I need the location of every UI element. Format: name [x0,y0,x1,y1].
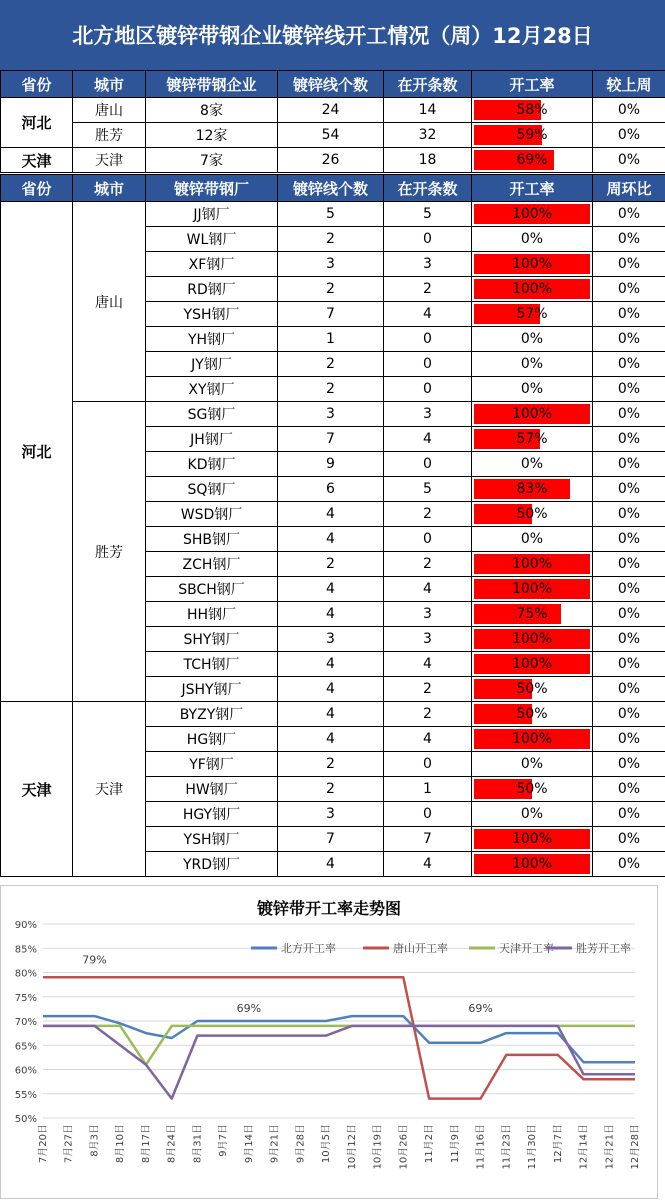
lines-cell: 4 [278,502,384,527]
lines-cell: 2 [278,752,384,777]
mill-name-cell: YSH钢厂 [146,827,278,852]
open-cell: 3 [384,252,472,277]
change-cell: 0% [593,302,665,327]
rate-cell [472,652,593,677]
rate-label: 100% [512,731,552,747]
change-cell: 0% [593,352,665,377]
header-cell: 城市 [73,71,146,98]
enterprise-cell: 8家 [146,98,278,123]
summary-table [0,70,665,173]
x-tick-label: 9月21日 [269,1124,281,1163]
y-tick-label: 55% [15,1090,37,1101]
rate-cell [472,123,593,148]
rate-label: 100% [512,206,552,222]
lines-cell: 26 [278,148,384,173]
data-label: 79% [82,953,106,966]
lines-cell: 2 [278,377,384,402]
x-tick-label: 10月12日 [346,1124,358,1169]
change-cell: 0% [593,148,665,173]
mill-name-cell: XF钢厂 [146,252,278,277]
x-tick-label: 11月16日 [475,1124,487,1169]
lines-cell: 3 [278,252,384,277]
enterprise-cell: 7家 [146,148,278,173]
change-cell: 0% [593,627,665,652]
mill-name-cell: XY钢厂 [146,377,278,402]
change-cell: 0% [593,377,665,402]
rate-label: 0% [521,331,543,347]
open-cell: 0 [384,527,472,552]
rate-cell [472,727,593,752]
city-cell: 胜芳 [73,123,146,148]
y-tick-label: 80% [15,969,37,980]
summary-row [1,98,665,123]
change-cell: 0% [593,752,665,777]
rate-cell [472,327,593,352]
rate-label: 0% [521,231,543,247]
summary-row [1,123,665,148]
rate-cell [472,552,593,577]
change-cell: 0% [593,252,665,277]
mill-name-cell: JJ钢厂 [146,202,278,227]
mill-name-cell: SQ钢厂 [146,477,278,502]
mill-name-cell: ZCH钢厂 [146,552,278,577]
mill-row [1,202,665,227]
change-cell: 0% [593,452,665,477]
change-cell: 0% [593,802,665,827]
open-cell: 4 [384,727,472,752]
rate-label: 100% [512,831,552,847]
header-cell: 省份 [1,71,73,98]
rate-cell [472,352,593,377]
open-cell: 4 [384,302,472,327]
open-cell: 0 [384,377,472,402]
open-cell: 3 [384,627,472,652]
mill-name-cell: SHB钢厂 [146,527,278,552]
rate-cell [472,602,593,627]
y-tick-label: 60% [15,1066,37,1077]
mill-name-cell: HW钢厂 [146,777,278,802]
rate-label: 100% [512,406,552,422]
rate-label: 100% [512,556,552,572]
rate-label: 50% [516,506,547,522]
lines-cell: 24 [278,98,384,123]
x-tick-label: 8月24日 [166,1124,178,1163]
rate-label: 0% [521,756,543,772]
x-tick-label: 11月30日 [526,1124,538,1169]
change-cell: 0% [593,477,665,502]
rate-cell [472,852,593,877]
x-tick-label: 9月14日 [243,1124,255,1163]
x-tick-label: 8月31日 [191,1124,203,1163]
lines-cell: 4 [278,852,384,877]
lines-cell: 4 [278,577,384,602]
mill-name-cell: TCH钢厂 [146,652,278,677]
rate-cell [472,827,593,852]
rate-cell [472,98,593,123]
mill-name-cell: SBCH钢厂 [146,577,278,602]
mill-name-cell: BYZY钢厂 [146,702,278,727]
lines-cell: 6 [278,477,384,502]
lines-cell: 3 [278,402,384,427]
rate-label: 100% [512,281,552,297]
rate-cell [472,802,593,827]
mill-name-cell: JH钢厂 [146,427,278,452]
lines-cell: 7 [278,827,384,852]
change-cell: 0% [593,327,665,352]
rate-label: 58% [516,102,547,118]
rate-cell [472,577,593,602]
rate-cell [472,477,593,502]
province-cell: 天津 [1,702,73,877]
mill-name-cell: HH钢厂 [146,602,278,627]
rate-label: 69% [516,152,547,168]
mill-name-cell: YH钢厂 [146,327,278,352]
x-tick-label: 9月28日 [294,1124,306,1163]
header-cell: 镀锌线个数 [278,71,384,98]
change-cell: 0% [593,227,665,252]
x-tick-label: 11月9日 [449,1124,461,1163]
open-cell: 0 [384,452,472,477]
header-cell: 镀锌线个数 [278,175,384,202]
lines-cell: 5 [278,202,384,227]
mill-name-cell: YRD钢厂 [146,852,278,877]
x-tick-label: 10月19日 [372,1124,384,1169]
rate-cell [472,302,593,327]
mill-row [1,702,665,727]
detail-table [0,174,665,877]
change-cell: 0% [593,202,665,227]
rate-cell [472,752,593,777]
open-cell: 4 [384,852,472,877]
lines-cell: 7 [278,427,384,452]
x-tick-label: 8月10日 [114,1124,126,1163]
open-cell: 0 [384,352,472,377]
rate-cell [472,527,593,552]
rate-cell [472,777,593,802]
province-cell: 河北 [1,202,73,702]
open-cell: 18 [384,148,472,173]
change-cell: 0% [593,777,665,802]
rate-label: 50% [516,781,547,797]
lines-cell: 4 [278,702,384,727]
rate-cell [472,502,593,527]
rate-label: 50% [516,681,547,697]
x-tick-label: 10月26日 [397,1124,409,1169]
change-cell: 0% [593,852,665,877]
legend-label: 北方开工率 [281,941,336,955]
change-cell: 0% [593,402,665,427]
change-cell: 0% [593,502,665,527]
rate-cell [472,148,593,173]
x-tick-label: 12月14日 [578,1124,590,1169]
lines-cell: 2 [278,227,384,252]
header-cell: 周环比 [593,175,665,202]
y-tick-label: 50% [15,1114,37,1125]
header-cell: 较上周 [593,71,665,98]
mill-name-cell: JSHY钢厂 [146,677,278,702]
summary-header-row [1,71,665,98]
mill-name-cell: JY钢厂 [146,352,278,377]
open-cell: 32 [384,123,472,148]
mill-name-cell: WSD钢厂 [146,502,278,527]
rate-label: 57% [516,431,547,447]
lines-cell: 4 [278,602,384,627]
lines-cell: 54 [278,123,384,148]
open-cell: 2 [384,502,472,527]
mill-name-cell: SG钢厂 [146,402,278,427]
y-tick-label: 75% [15,993,37,1004]
open-cell: 2 [384,677,472,702]
open-cell: 3 [384,602,472,627]
rate-cell [472,277,593,302]
header-cell: 在开条数 [384,71,472,98]
city-cell: 胜芳 [73,402,146,702]
header-cell: 省份 [1,175,73,202]
header-cell: 在开条数 [384,175,472,202]
city-cell: 唐山 [73,98,146,123]
data-label: 69% [237,1002,261,1015]
x-tick-label: 7月27日 [63,1124,75,1163]
x-tick-label: 8月3日 [88,1124,100,1157]
open-cell: 0 [384,802,472,827]
lines-cell: 7 [278,302,384,327]
y-tick-label: 65% [15,1041,37,1052]
trend-chart-svg [1,886,657,1198]
change-cell: 0% [593,427,665,452]
open-cell: 0 [384,227,472,252]
series-line-1 [43,977,635,1098]
open-cell: 7 [384,827,472,852]
rate-cell [472,202,593,227]
change-cell: 0% [593,702,665,727]
open-cell: 4 [384,577,472,602]
y-tick-label: 70% [15,1017,37,1028]
mill-name-cell: YF钢厂 [146,752,278,777]
rate-label: 0% [521,356,543,372]
header-cell: 城市 [73,175,146,202]
detail-header-row [1,175,665,202]
change-cell: 0% [593,677,665,702]
lines-cell: 1 [278,327,384,352]
chart-title: 镀锌带开工率走势图 [257,899,401,918]
open-cell: 2 [384,702,472,727]
x-tick-label: 12月28日 [629,1124,641,1169]
rate-cell [472,452,593,477]
rate-cell [472,627,593,652]
change-cell: 0% [593,98,665,123]
header-cell: 镀锌带钢企业 [146,71,278,98]
y-tick-label: 85% [15,944,37,955]
legend-label: 天津开工率 [499,941,554,955]
rate-label: 100% [512,581,552,597]
change-cell: 0% [593,827,665,852]
x-tick-label: 11月2日 [423,1124,435,1163]
mill-name-cell: SHY钢厂 [146,627,278,652]
mill-name-cell: HG钢厂 [146,727,278,752]
mill-name-cell: YSH钢厂 [146,302,278,327]
x-tick-label: 12月21日 [603,1124,615,1169]
lines-cell: 2 [278,352,384,377]
city-cell: 天津 [73,702,146,877]
change-cell: 0% [593,123,665,148]
x-tick-label: 7月20日 [37,1124,49,1163]
change-cell: 0% [593,577,665,602]
lines-cell: 3 [278,627,384,652]
change-cell: 0% [593,277,665,302]
rate-label: 0% [521,456,543,472]
open-cell: 0 [384,327,472,352]
rate-cell [472,227,593,252]
data-label: 69% [468,1002,492,1015]
open-cell: 3 [384,402,472,427]
rate-label: 100% [512,656,552,672]
trend-chart [0,885,658,1199]
open-cell: 5 [384,477,472,502]
lines-cell: 4 [278,527,384,552]
change-cell: 0% [593,602,665,627]
mill-row [1,402,665,427]
province-cell: 天津 [1,148,73,173]
lines-cell: 2 [278,777,384,802]
rate-cell [472,252,593,277]
rate-label: 50% [516,706,547,722]
rate-label: 83% [516,481,547,497]
open-cell: 1 [384,777,472,802]
mill-name-cell: RD钢厂 [146,277,278,302]
change-cell: 0% [593,727,665,752]
x-tick-label: 11月23日 [500,1124,512,1169]
rate-cell [472,402,593,427]
rate-label: 100% [512,256,552,272]
x-tick-label: 9月7日 [217,1124,229,1157]
change-cell: 0% [593,552,665,577]
mill-name-cell: HGY钢厂 [146,802,278,827]
open-cell: 5 [384,202,472,227]
lines-cell: 2 [278,552,384,577]
rate-label: 75% [516,606,547,622]
change-cell: 0% [593,527,665,552]
header-cell: 镀锌带钢厂 [146,175,278,202]
rate-cell [472,377,593,402]
open-cell: 2 [384,552,472,577]
city-cell: 天津 [73,148,146,173]
open-cell: 4 [384,652,472,677]
rate-cell [472,427,593,452]
rate-label: 0% [521,806,543,822]
rate-label: 59% [516,127,547,143]
summary-row [1,148,665,173]
header-cell: 开工率 [472,175,593,202]
x-tick-label: 8月17日 [140,1124,152,1163]
legend-label: 唐山开工率 [393,941,448,955]
lines-cell: 9 [278,452,384,477]
change-cell: 0% [593,652,665,677]
enterprise-cell: 12家 [146,123,278,148]
lines-cell: 4 [278,677,384,702]
lines-cell: 2 [278,277,384,302]
x-tick-label: 10月5日 [320,1124,332,1163]
mill-name-cell: KD钢厂 [146,452,278,477]
header-cell: 开工率 [472,71,593,98]
rate-cell [472,702,593,727]
page-title: 北方地区镀锌带钢企业镀锌线开工情况（周）12月28日 [0,0,665,70]
province-cell: 河北 [1,98,73,148]
lines-cell: 4 [278,652,384,677]
series-line-3 [43,1026,635,1099]
rate-label: 57% [516,306,547,322]
rate-label: 100% [512,856,552,872]
rate-label: 0% [521,381,543,397]
lines-cell: 4 [278,727,384,752]
mill-name-cell: WL钢厂 [146,227,278,252]
x-tick-label: 12月7日 [552,1124,564,1163]
open-cell: 0 [384,752,472,777]
legend-label: 胜芳开工率 [576,941,631,955]
open-cell: 4 [384,427,472,452]
rate-cell [472,677,593,702]
rate-label: 0% [521,531,543,547]
city-cell: 唐山 [73,202,146,402]
rate-label: 100% [512,631,552,647]
open-cell: 14 [384,98,472,123]
lines-cell: 3 [278,802,384,827]
open-cell: 2 [384,277,472,302]
y-tick-label: 90% [15,920,37,931]
